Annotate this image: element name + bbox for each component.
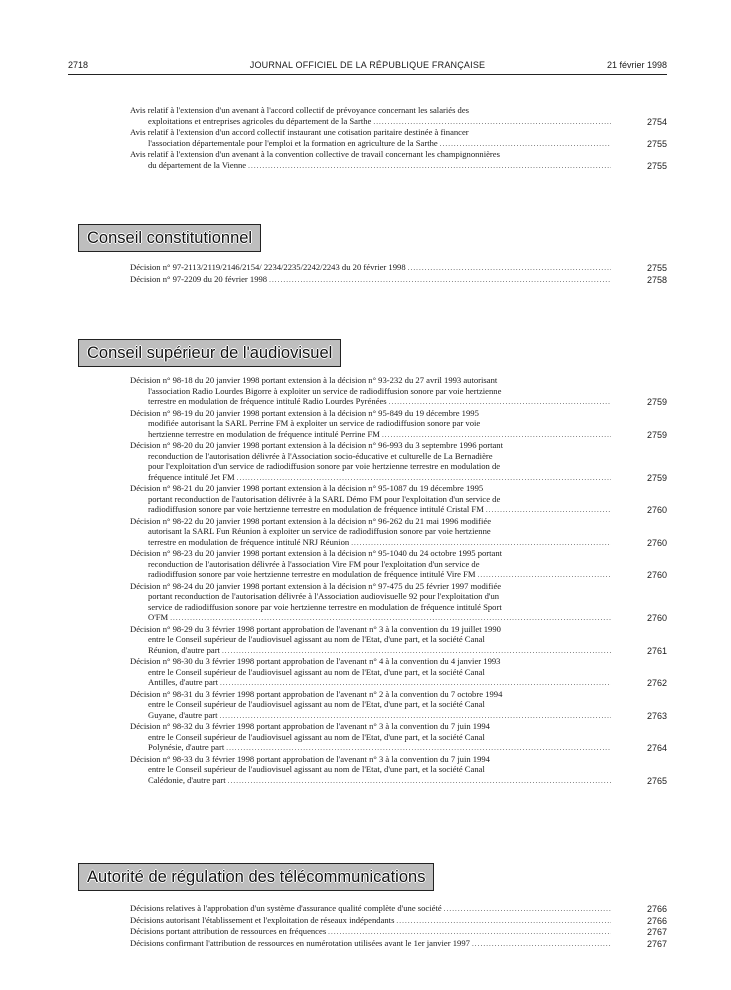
toc-entry xyxy=(130,149,667,171)
entry-last-line xyxy=(130,116,611,128)
entry-text-line: Décision n° 98-18 du 20 janvier 1998 portant extension à la décision n° 93-232 du 27 avril 1993 autorisant xyxy=(130,375,498,385)
entry-text-line: reconduction de l'autorisation délivrée à l'association Vire FM pour l'exploitation d'un service de xyxy=(148,558,480,569)
page-reference: 2760 xyxy=(646,613,667,623)
toc-entry xyxy=(130,624,667,657)
entry-last-line xyxy=(130,775,611,787)
entry-line xyxy=(130,516,611,527)
entry-line xyxy=(130,526,611,537)
toc-entry xyxy=(130,915,667,927)
entry-last-line xyxy=(130,903,611,915)
entry-text-line: entre le Conseil supérieur de l'audiovisuel agissant au nom de l'Etat, d'une part, et la société Canal xyxy=(148,699,485,709)
entry-text-line: Décision n° 98-23 du 20 janvier 1998 portant extension à la décision n° 95-1040 du 24 octobre 1995 portant xyxy=(130,548,503,558)
entry-text-line: exploitations et entreprises agricoles du département de la Sarthe xyxy=(148,115,372,126)
page-reference: 2766 xyxy=(646,915,667,926)
page-reference: 2767 xyxy=(646,927,667,937)
entry-text-line: Calédonie, d'autre part xyxy=(148,774,226,785)
entry-text-line: Réunion, d'autre part xyxy=(148,644,220,655)
entry-text-line: radiodiffusion sonore par voie hertzienne terrestre en modulation de fréquence intitulé Cristal FM xyxy=(148,504,484,514)
page-reference: 2755 xyxy=(646,160,667,171)
entry-text-line: reconduction de l'autorisation délivrée à l'Association socio-éducative et culturelle de La Bernadière xyxy=(148,450,493,461)
leader-dots xyxy=(228,776,611,787)
entry-line xyxy=(130,699,611,710)
entry-line xyxy=(130,634,611,645)
entry-text-line: Antilles, d'autre part xyxy=(148,677,219,687)
page-number: 2718 xyxy=(68,60,89,70)
leader-dots xyxy=(220,678,611,689)
entry-line xyxy=(130,559,611,570)
entry-text-line: l'association Radio Lourdes Bigorre à exploiter un service de radiodiffusion sonore par voie hertzienne xyxy=(148,385,502,396)
page-reference: 2763 xyxy=(646,710,667,721)
entry-line xyxy=(130,149,611,160)
leader-dots xyxy=(440,139,611,150)
entry-text-line: Décision n° 98-33 du 3 février 1998 portant approbation de l'avenant n° 3 à la convention du 7 juin 1994 xyxy=(130,753,490,764)
toc-entry xyxy=(130,516,667,549)
entry-last-line xyxy=(130,138,611,150)
toc-entry xyxy=(130,262,667,274)
entry-line xyxy=(130,732,611,743)
toc-entry xyxy=(130,926,667,938)
entry-text-line: Décision n° 98-22 du 20 janvier 1998 portant extension à la décision n° 96-262 du 21 mai 1996 modifiée xyxy=(130,515,492,526)
entry-last-line xyxy=(130,645,611,657)
entry-text-line: Décision n° 98-19 du 20 janvier 1998 portant extension à la décision n° 95-849 du 19 décembre 1995 xyxy=(130,407,479,418)
entry-text-line: O'FM xyxy=(148,612,169,622)
entry-text-line: autorisant la SARL Fun Réunion à exploiter un service de radiodiffusion sonore par voie hertzienne xyxy=(148,526,491,536)
entry-line xyxy=(130,127,611,138)
entry-line xyxy=(130,418,611,429)
leader-dots xyxy=(382,430,611,441)
page-header xyxy=(68,58,667,75)
page-reference: 2754 xyxy=(646,116,667,127)
entry-text-line: hertzienne terrestre en modulation de fréquence intitulé Perrine FM xyxy=(148,428,380,439)
leader-dots xyxy=(444,904,611,915)
entry-line xyxy=(130,375,611,386)
leader-dots xyxy=(486,505,611,516)
entry-last-line xyxy=(130,612,611,624)
entry-text-line: Décisions confirmant l'attribution de ressources en numérotation utilisées avant le 1er janvier 1997 xyxy=(130,937,470,948)
entry-text-line: entre le Conseil supérieur de l'audiovisuel agissant au nom de l'Etat, d'une part, et la société Canal xyxy=(148,634,485,644)
entry-text-line: fréquence intitulé Jet FM xyxy=(148,471,235,482)
entry-text-line: Décision n° 97-2209 du 20 février 1998 xyxy=(130,273,268,284)
entry-text-line: Décision n° 98-30 du 3 février 1998 portant approbation de l'avenant n° 4 à la convention du 4 janvier 1993 xyxy=(130,656,501,666)
entry-text-line: Décisions autorisant l'établissement et l'exploitation de réseaux indépendants xyxy=(130,914,395,925)
entry-last-line xyxy=(130,274,611,286)
leader-dots xyxy=(478,570,611,581)
csa-list xyxy=(130,375,667,786)
page-reference: 2758 xyxy=(646,274,667,285)
entry-text-line: entre le Conseil supérieur de l'audiovisuel agissant au nom de l'Etat, d'une part, et la société Canal xyxy=(148,731,485,742)
entry-last-line xyxy=(130,569,611,581)
entry-line xyxy=(130,689,611,700)
entry-line xyxy=(130,602,611,613)
entry-text-line: terrestre en modulation de fréquence intitulé NRJ Réunion xyxy=(148,536,350,547)
toc-entry xyxy=(130,903,667,915)
entry-text-line: portant reconduction de l'autorisation délivrée à la SARL Démo FM pour l'exploitation d'un service de xyxy=(148,493,501,504)
leader-dots xyxy=(170,613,611,624)
page-reference: 2759 xyxy=(646,472,667,483)
page-reference: 2760 xyxy=(646,505,667,515)
leader-dots xyxy=(226,743,611,754)
entry-text-line: modifiée autorisant la SARL Perrine FM à exploiter un service de radiodiffusion sonore par voie xyxy=(148,418,481,428)
leader-dots xyxy=(248,161,611,172)
entry-text-line: entre le Conseil supérieur de l'audiovisuel agissant au nom de l'Etat, d'une part, et la société Canal xyxy=(148,666,485,677)
page-reference: 2760 xyxy=(646,537,667,548)
page-reference: 2767 xyxy=(646,938,667,949)
entry-line xyxy=(130,451,611,462)
toc-entry xyxy=(130,375,667,408)
entry-line xyxy=(130,105,611,116)
entry-text-line: radiodiffusion sonore par voie hertzienne terrestre en modulation de fréquence intitulé Vire FM xyxy=(148,569,476,579)
page-reference: 2759 xyxy=(646,397,667,407)
entry-last-line xyxy=(130,160,611,172)
toc-entry xyxy=(130,754,667,787)
conseil-constitutionnel-list xyxy=(130,262,667,285)
entry-text-line: Avis relatif à l'extension d'un avenant à l'accord collectif de prévoyance concernant les salariés des xyxy=(130,105,470,115)
leader-dots xyxy=(396,916,611,927)
toc-entry xyxy=(130,656,667,689)
entry-line xyxy=(130,440,611,451)
journal-title: JOURNAL OFFICIEL DE LA RÉPUBLIQUE FRANÇAISE xyxy=(249,60,486,70)
leader-dots xyxy=(269,275,611,286)
leader-dots xyxy=(389,397,611,408)
entry-line xyxy=(130,721,611,732)
entry-text-line: Décision n° 97-2113/2119/2146/2154/ 2234/2235/2242/2243 du 20 février 1998 xyxy=(130,262,406,272)
entry-text-line: Guyane, d'autre part xyxy=(148,709,218,720)
page-reference: 2765 xyxy=(646,775,667,786)
leader-dots xyxy=(220,711,611,722)
entry-text-line: Décision n° 98-21 du 20 janvier 1998 portant extension à la décision n° 95-1087 du 19 décembre 1995 xyxy=(130,483,484,493)
page-reference: 2766 xyxy=(646,904,667,914)
toc-entry xyxy=(130,689,667,722)
toc-entry xyxy=(130,721,667,754)
avis-list xyxy=(130,105,667,171)
toc-entry xyxy=(130,483,667,516)
leader-dots xyxy=(373,117,611,128)
entry-last-line xyxy=(130,429,611,441)
leader-dots xyxy=(222,646,611,657)
leader-dots xyxy=(237,473,611,484)
art-list xyxy=(130,903,667,949)
entry-text-line: Avis relatif à l'extension d'un accord collectif instaurant une cotisation paritaire destinée à financer xyxy=(130,127,469,137)
entry-last-line xyxy=(130,710,611,722)
entry-text-line: Polynésie, d'autre part xyxy=(148,742,225,752)
entry-text-line: Décision n° 98-31 du 3 février 1998 portant approbation de l'avenant n° 2 à la convention du 7 octobre 1994 xyxy=(130,688,503,699)
entry-line xyxy=(130,386,611,397)
entry-text-line: l'association départementale pour l'emploi et la formation en agriculture de la Sarthe xyxy=(148,137,438,148)
entry-line xyxy=(130,667,611,678)
entry-last-line xyxy=(130,677,611,689)
toc-entry xyxy=(130,548,667,581)
entry-text-line: Décision n° 98-32 du 3 février 1998 portant approbation de l'avenant n° 3 à la convention du 7 juin 1994 xyxy=(130,721,490,731)
entry-last-line xyxy=(130,938,611,950)
page-reference: 2762 xyxy=(646,678,667,688)
toc-entry xyxy=(130,581,667,624)
page-reference: 2764 xyxy=(646,743,667,753)
page-reference: 2759 xyxy=(646,429,667,440)
toc-entry xyxy=(130,408,667,441)
issue-date: 21 février 1998 xyxy=(606,60,667,70)
entry-line xyxy=(130,656,611,667)
entry-line xyxy=(130,483,611,494)
entry-text-line: Décision n° 98-20 du 20 janvier 1998 portant extension à la décision n° 96-993 du 3 septembre 1996 portant xyxy=(130,440,503,450)
entry-line xyxy=(130,591,611,602)
entry-last-line xyxy=(130,262,611,274)
page-reference: 2761 xyxy=(646,645,667,656)
leader-dots xyxy=(408,263,611,274)
entry-last-line xyxy=(130,926,611,938)
page-reference: 2755 xyxy=(646,263,667,273)
entry-line xyxy=(130,408,611,419)
section-title-art: Autorité de régulation des télécommunications xyxy=(78,863,434,891)
leader-dots xyxy=(351,538,611,549)
entry-text-line: Décisions relatives à l'approbation d'un système d'assurance qualité complète d'une société xyxy=(130,903,442,913)
entry-last-line xyxy=(130,537,611,549)
entry-text-line: pour l'exploitation d'un service de radiodiffusion sonore par voie hertzienne terrestre en modulation de xyxy=(148,461,501,471)
entry-last-line xyxy=(130,915,611,927)
entry-line xyxy=(130,764,611,775)
entry-text-line: portant reconduction de l'autorisation délivrée à l'Association audiovisuelle 92 pour l'exploitation d'un xyxy=(148,591,500,601)
entry-text-line: du département de la Vienne xyxy=(148,159,247,170)
toc-entry xyxy=(130,105,667,127)
section-title-conseil-constitutionnel: Conseil constitutionnel xyxy=(78,224,261,252)
entry-text-line: Décision n° 98-24 du 20 janvier 1998 portant extension à la décision n° 97-475 du 25 février 1997 modifiée xyxy=(130,580,502,591)
entry-text-line: service de radiodiffusion sonore par voie hertzienne terrestre en modulation de fréquence intitulé Sport xyxy=(148,601,502,612)
entry-line xyxy=(130,754,611,765)
leader-dots xyxy=(472,939,611,950)
entry-last-line xyxy=(130,396,611,408)
leader-dots xyxy=(328,927,611,938)
entry-last-line xyxy=(130,742,611,754)
entry-line xyxy=(130,494,611,505)
toc-entry xyxy=(130,274,667,286)
entry-line xyxy=(130,624,611,635)
toc-entry xyxy=(130,127,667,149)
entry-text-line: entre le Conseil supérieur de l'audiovisuel agissant au nom de l'Etat, d'une part, et la société Canal xyxy=(148,764,485,774)
entry-text-line: Avis relatif à l'extension d'un avenant à la convention collective de travail concernant les champignonnières xyxy=(130,149,500,159)
entry-last-line xyxy=(130,472,611,484)
section-title-csa: Conseil supérieur de l'audiovisuel xyxy=(78,339,341,367)
entry-text-line: Décisions portant attribution de ressources en fréquences xyxy=(130,926,327,936)
page-reference: 2755 xyxy=(646,138,667,149)
entry-line xyxy=(130,548,611,559)
entry-line xyxy=(130,581,611,592)
page-reference: 2760 xyxy=(646,570,667,580)
entry-last-line xyxy=(130,504,611,516)
toc-entry xyxy=(130,440,667,483)
entry-line xyxy=(130,461,611,472)
toc-entry xyxy=(130,938,667,950)
entry-text-line: Décision n° 98-29 du 3 février 1998 portant approbation de l'avenant n° 3 à la convention du 19 juillet 1990 xyxy=(130,623,501,634)
entry-text-line: terrestre en modulation de fréquence intitulé Radio Lourdes Pyrénées xyxy=(148,396,387,406)
